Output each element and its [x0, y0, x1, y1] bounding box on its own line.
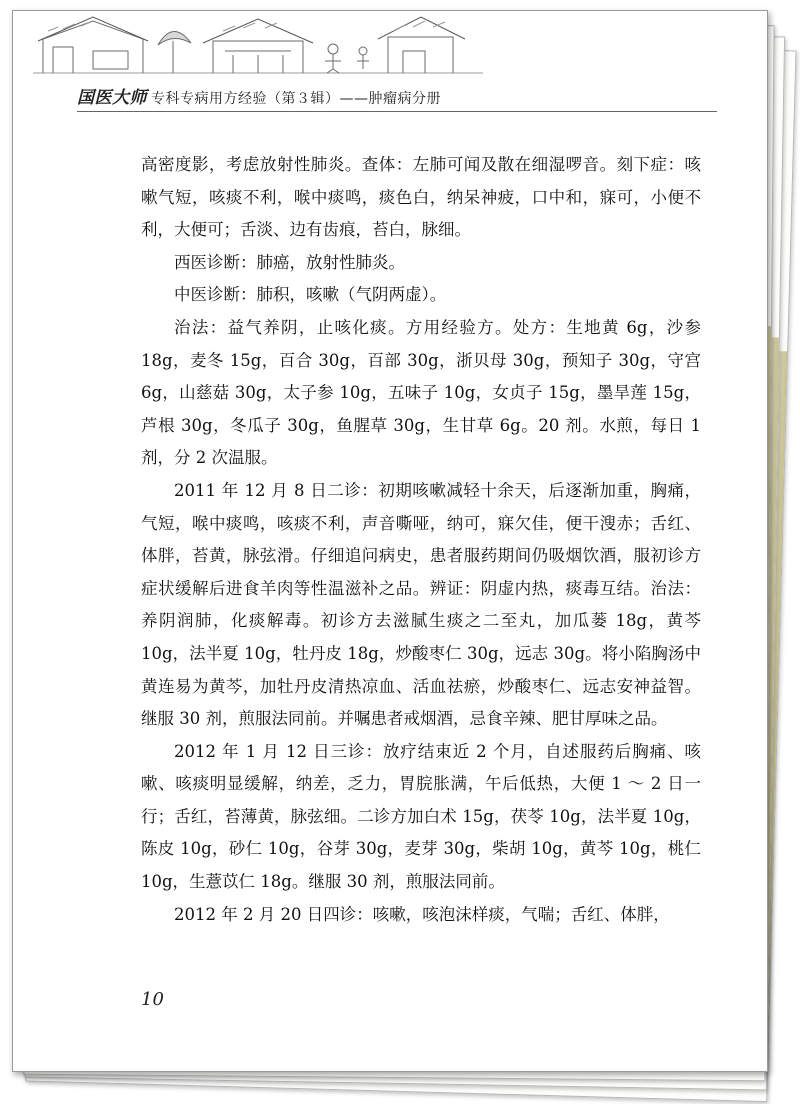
series-brand: 国医大师	[77, 88, 147, 108]
book-page	[12, 10, 768, 1072]
paragraph: 西医诊断：肺癌，放射性肺炎。	[174, 252, 405, 272]
paragraph: 中医诊断：肺积，咳嗽（气阴两虚）。	[174, 285, 447, 305]
body-text	[141, 149, 701, 931]
page-number: 10	[141, 989, 164, 1010]
header-illustration	[33, 11, 483, 81]
header-rule	[77, 111, 717, 112]
paragraph: 2012 年 2 月 20 日四诊：咳嗽，咳泡沫样痰，气喘；舌红、体胖，	[174, 904, 670, 924]
paragraph: 2012 年 1 月 12 日三诊：放疗结束近 2 个月，自述服药后胸痛、咳嗽、咳痰明显缓解，纳差，乏力，胃脘胀满，午后低热，大便 1 ～ 2 日一行；舌红，苔薄黄，脉弦细。二诊方加白术 15g，茯苓 10g，法半夏 10g，陈皮 10g，砂仁 10g，谷芽 30g，麦芽 30g，柴胡 10g，黄芩 10g，桃仁 10g，生薏苡仁 18g。继服 30 剂，煎服法同前。	[141, 741, 701, 892]
paragraph: 治法：益气养阴，止咳化痰。方用经验方。处方：生地黄 6g，沙参 18g，麦冬 15g，百合 30g，百部 30g，浙贝母 30g，预知子 30g，守宫 6g，山慈菇 30g，太子参 10g，五味子 10g，女贞子 15g，墨旱莲 15g，芦根 30g，冬瓜子 30g，鱼腥草 30g，生甘草 6g。20 剂。水煎，每日 1 剂，分 2 次温服。	[141, 317, 701, 468]
paragraph: 2011 年 12 月 8 日二诊：初期咳嗽减轻十余天，后逐渐加重，胸痛，气短，喉中痰鸣，咳痰不利，声音嘶哑，纳可，寐欠佳，便干溲赤；舌红、体胖，苔黄，脉弦滑。仔细追问病史，患者服药期间仍吸烟饮酒，服初诊方症状缓解后进食羊肉等性温滋补之品。辨证：阴虚内热，痰毒互结。治法：养阴润肺，化痰解毒。初诊方去滋腻生痰之二至丸，加瓜蒌 18g，黄芩 10g，法半夏 10g，牡丹皮 18g，炒酸枣仁 30g，远志 30g。将小陷胸汤中黄连易为黄芩，加牡丹皮清热凉血、活血祛瘀，炒酸枣仁、远志安神益智。继服 30 剂，煎服法同前。并嘱患者戒烟酒，忌食辛辣、肥甘厚味之品。	[141, 480, 701, 729]
book-title: 专科专病用方经验（第３辑）——肿瘤病分册	[151, 91, 441, 107]
running-header	[77, 83, 597, 108]
paragraph: 高密度影，考虑放射性肺炎。查体：左肺可闻及散在细湿啰音。刻下症：咳嗽气短，咳痰不利，喉中痰鸣，痰色白，纳呆神疲，口中和，寐可，小便不利，大便可；舌淡、边有齿痕，苔白，脉细。	[141, 155, 701, 240]
